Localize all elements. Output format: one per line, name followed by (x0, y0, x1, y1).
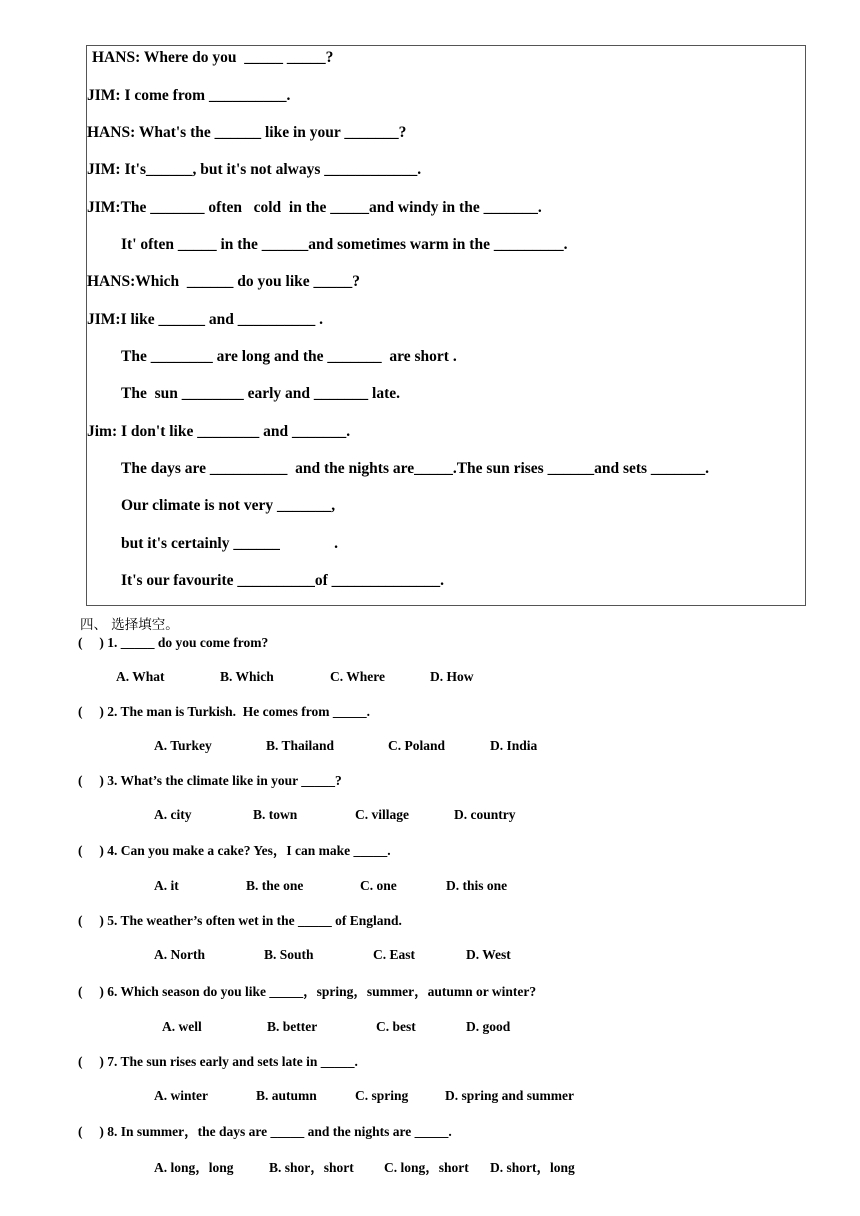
option-d: D. this one (446, 878, 508, 893)
option-b: B. better (267, 1019, 318, 1034)
option-d: D. How (430, 669, 474, 684)
option-b: B. Thailand (266, 738, 335, 753)
option-b: B. shor，short (269, 1160, 354, 1175)
question-stem: ( ) 8. In summer，the days are _____ and the nights are _____. (78, 1124, 452, 1139)
option-d: D. spring and summer (445, 1088, 575, 1103)
option-d: D. short，long (490, 1160, 575, 1175)
dialogue-line: HANS:Which ______ do you like _____? (87, 273, 361, 290)
option-d: D. West (466, 947, 511, 962)
option-a: A. What (116, 669, 165, 684)
dialogue-line: The sun ________ early and _______ late. (121, 385, 401, 402)
option-a: A. well (162, 1019, 202, 1034)
option-a: A. it (154, 878, 179, 893)
dialogue-line: HANS: Where do you _____ _____? (92, 49, 334, 66)
dialogue-line: HANS: What's the ______ like in your _______? (87, 124, 407, 141)
question-stem: ( ) 6. Which season do you like _____，spring，summer，autumn or winter? (78, 984, 537, 999)
option-b: B. autumn (256, 1088, 317, 1103)
option-b: B. Which (220, 669, 274, 684)
option-b: B. the one (246, 878, 304, 893)
dialogue-line: Our climate is not very _______, (121, 497, 336, 514)
option-a: A. city (154, 807, 192, 822)
question-stem: ( ) 7. The sun rises early and sets late in _____. (78, 1054, 358, 1069)
option-b: B. town (253, 807, 298, 822)
dialogue-line: The ________ are long and the _______ are short . (121, 348, 457, 365)
dialogue-line: It' often _____ in the ______and sometimes warm in the _________. (121, 236, 568, 253)
dialogue-line: Jim: I don't like ________ and _______. (87, 423, 351, 440)
option-c: C. Where (330, 669, 385, 684)
option-c: C. best (376, 1019, 416, 1034)
option-c: C. Poland (388, 738, 446, 753)
option-c: C. one (360, 878, 397, 893)
option-a: A. winter (154, 1088, 208, 1103)
option-c: C. spring (355, 1088, 409, 1103)
option-c: C. East (373, 947, 416, 962)
section-title: 四、 选择填空。 (80, 617, 179, 633)
option-c: C. village (355, 807, 409, 822)
option-b: B. South (264, 947, 314, 962)
dialogue-line: It's our favourite __________of ______________. (121, 572, 445, 589)
dialogue-line: JIM:I like ______ and __________ . (87, 311, 323, 328)
question-stem: ( ) 3. What’s the climate like in your _____? (78, 773, 342, 788)
option-d: D. good (466, 1019, 511, 1034)
dialogue-line: JIM: It's______, but it's not always ____________. (87, 161, 422, 178)
option-a: A. Turkey (154, 738, 212, 753)
dialogue-line: but it's certainly ______ . (121, 535, 338, 552)
dialogue-line: The days are __________ and the nights are_____.The sun rises ______and sets _______. (121, 460, 710, 477)
option-d: D. country (454, 807, 516, 822)
question-stem: ( ) 4. Can you make a cake? Yes，I can make _____. (78, 843, 391, 858)
option-c: C. long，short (384, 1160, 469, 1175)
question-stem: ( ) 5. The weather’s often wet in the _____ of England. (78, 913, 402, 928)
dialogue-line: JIM: I come from __________. (87, 87, 291, 104)
option-a: A. North (154, 947, 205, 962)
dialogue-line: JIM:The _______ often cold in the _____and windy in the _______. (87, 199, 542, 216)
question-stem: ( ) 2. The man is Turkish. He comes from _____. (78, 704, 371, 719)
option-a: A. long，long (154, 1160, 234, 1175)
option-d: D. India (490, 738, 538, 753)
question-stem: ( ) 1. _____ do you come from? (78, 635, 269, 650)
